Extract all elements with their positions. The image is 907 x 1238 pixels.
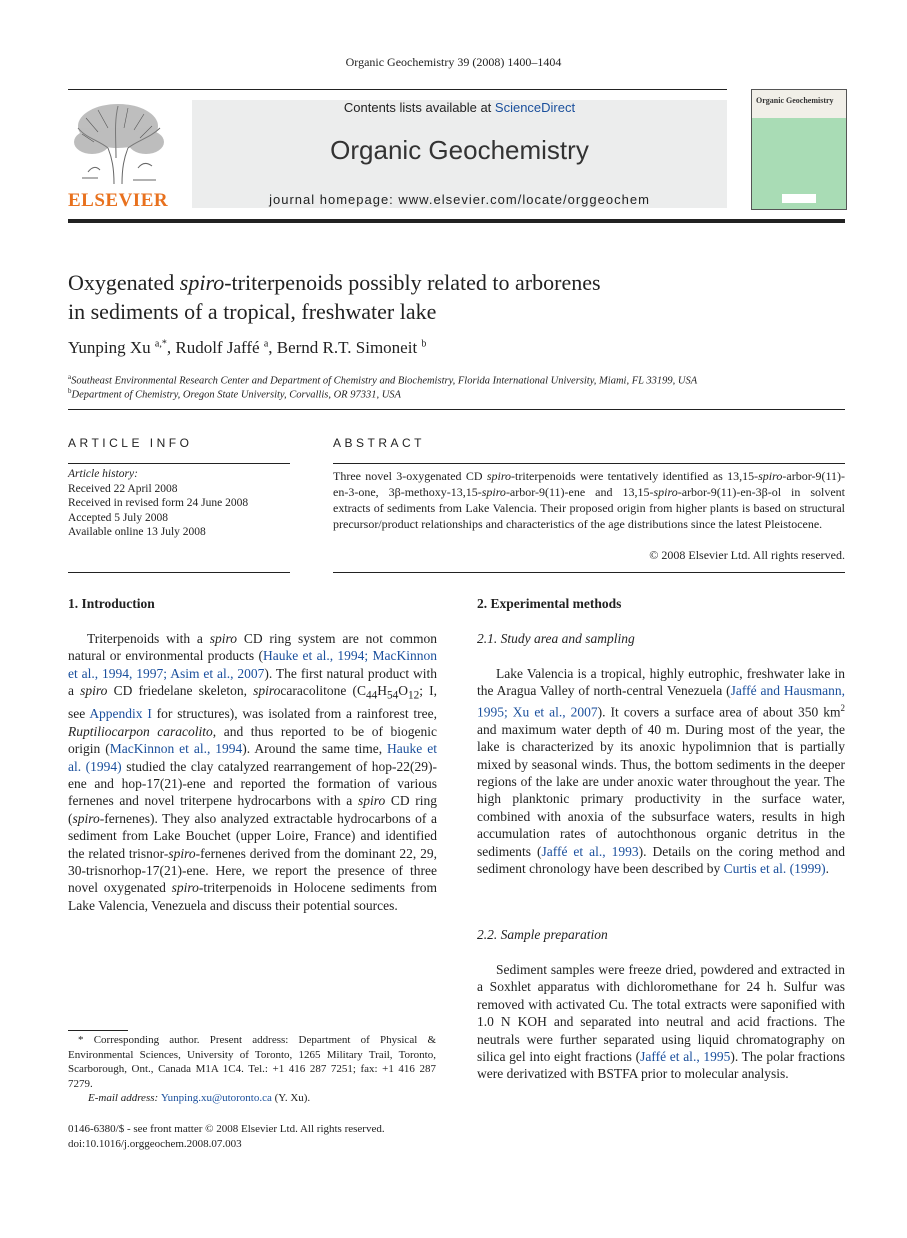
divider bbox=[333, 572, 845, 573]
author-affiliation-mark[interactable]: b bbox=[421, 338, 427, 350]
affiliation-text: Southeast Environmental Research Center and Department of Chemistry and Biochemistry, Florida International University, Miami, FL 33199, USA bbox=[71, 375, 698, 387]
article-info-heading: ARTICLE INFO bbox=[68, 436, 193, 450]
journal-cover-thumbnail bbox=[751, 89, 847, 210]
title-part2: -triterpenoids possibly related to arborenes bbox=[224, 270, 601, 295]
accepted-date: Accepted 5 July 2008 bbox=[68, 511, 168, 524]
issn-line: 0146-6380/$ - see front matter © 2008 Elsevier Ltd. All rights reserved. bbox=[68, 1123, 385, 1135]
corresponding-text: Corresponding author. Present address: Department of Physical & Environmental Sciences, University of Toronto, 1265 Military Trail, Toronto, Scarborough, Ont., Canada M1A 1C4. Tel.: +1 416 287 7251; fax: +1 416 287 7279. bbox=[68, 1034, 437, 1090]
header-top-rule bbox=[68, 89, 727, 90]
methods-heading: 2. Experimental methods bbox=[477, 596, 622, 611]
email-label: E-mail address: bbox=[88, 1092, 161, 1104]
journal-header-box bbox=[192, 100, 727, 208]
sample-prep-paragraph: Sediment samples were freeze dried, powdered and extracted in a Soxhlet apparatus with dichloromethane for 24 h. Sulfur was removed with activated Cu. The total extracts were saponified with 1.0 N KOH and separated into neutral and acid fractions. The neutrals were further separated using liquid chromatography on silica gel into eight fractions (Jaffé et al., 1995). The polar fractions were derivatized with BSTFA prior to molecular analysis. bbox=[477, 962, 845, 1082]
revised-date: Received in revised form 24 June 2008 bbox=[68, 497, 249, 509]
abstract-copyright: © 2008 Elsevier Ltd. All rights reserved. bbox=[649, 548, 845, 562]
footnote-rule bbox=[68, 1030, 128, 1031]
intro-paragraph: Triterpenoids with a spiro CD ring system are not common natural or environmental products (Hauke et al., 1994; MacKinnon et al., 1994, 1997; Asim et al., 2007). The first natural product with a spiro CD friedelane skeleton, spirocaracolitone ($C_{44}H_{54}O_{12}$; I, see Appendix I for structures), was isolated from a rainforest tree, Ruptiliocarpon caracolito, and thus reported to be of biogenic origin (MacKinnon et al., 1994). Around the same time, Hauke et al. (1994) studied the clay catalyzed rearrangement of hop-22(29)-ene and hop-17(21)-ene and reported the formation of various fernenes and novel triterpene hydrocarbons with a spiro CD ring (spiro-fernenes). They also analyzed extractable hydrocarbons of a sediment from Lake Bouchet (upper Loire, France) and identified the related trisnor-spiro-fernenes derived from the dominant 22, 29, 30-trisnorhop-17(21)-ene. Here, we report the presence of three novel oxygenated spiro-triterpenoids in Holocene sediments from Lake Valencia, Venezuela and discuss their potential sources. bbox=[68, 631, 438, 913]
doi-line[interactable]: doi:10.1016/j.orggeochem.2008.07.003 bbox=[68, 1137, 242, 1150]
corresponding-author-note: * Corresponding author. Present address: Department of Physical & Environmental Sciences, University of Toronto, 1265 Military Trail, Toronto, Scarborough, Ont., Canada M1A 1C4. Tel.: +1 416 287 7251; fax: +1 416 287 7279. bbox=[68, 1034, 437, 1090]
title-italic: spiro bbox=[179, 270, 225, 295]
cover-top-band bbox=[752, 90, 846, 118]
title-line2: in sediments of a tropical, freshwater lake bbox=[68, 299, 437, 324]
cover-publisher-logo bbox=[782, 194, 816, 203]
journal-title: Organic Geochemistry bbox=[330, 135, 589, 165]
citation-link[interactable]: Hauke et al., 1994; MacKinnon et al., 1994, 1997; Asim et al., 2007 bbox=[68, 648, 437, 681]
email-note bbox=[68, 1091, 436, 1106]
author-list: Yunping Xu $^{a,*}$, Rudolf Jaffé $^a$, Bernd R.T. Simoneit $^b$ bbox=[68, 338, 427, 357]
online-date: Available online 13 July 2008 bbox=[68, 526, 206, 538]
study-area-paragraph: Lake Valencia is a tropical, highly eutrophic, freshwater lake in the Aragua Valley of north-central Venezuela (Jaffé and Hausmann, 1995; Xu et al., 2007). It covers a surface area of about 350 $km^2$ and maximum water depth of 40 m. During most of the year, the lake is characterized by its anoxic hypolimnion that is partially mixed by seasonal winds. Thus, the bottom sediments in the deeper regions of the lake are under anoxic water throughout the year. The high planktonic primary productivity in the surface water, combined with anoxia of the subsurface waters, results in high accumulation rates of autochthonous organic detritus in the sediments (Jaffé et al., 1993). Details on the coring method and sediment chronology have been described by Curtis et al. (1999). bbox=[477, 666, 845, 876]
divider bbox=[68, 463, 290, 464]
subsection-heading: 2.2. Sample preparation bbox=[477, 927, 608, 942]
appendix-link[interactable]: Appendix I bbox=[89, 706, 152, 722]
footnotes bbox=[68, 1033, 436, 1106]
received-date: Received 22 April 2008 bbox=[68, 482, 178, 495]
citation-link[interactable]: MacKinnon et al., 1994 bbox=[109, 741, 243, 757]
affiliation-text: Department of Chemistry, Oregon State University, Corvallis, OR 97331, USA bbox=[71, 389, 401, 401]
subsection-heading: 2.1. Study area and sampling bbox=[477, 631, 635, 646]
affiliation-b bbox=[68, 387, 401, 401]
sciencedirect-link[interactable]: ScienceDirect bbox=[494, 100, 576, 115]
elsevier-wordmark: ELSEVIER bbox=[68, 190, 169, 211]
homepage-label: journal homepage: bbox=[269, 192, 399, 207]
abstract-heading: ABSTRACT bbox=[333, 436, 426, 450]
author-name: Rudolf Jaffé bbox=[175, 338, 260, 357]
citation-link[interactable]: Jaffé et al., 1995 bbox=[640, 1049, 731, 1065]
author-affiliation-mark[interactable]: a bbox=[263, 338, 269, 350]
affiliation-mark: b bbox=[68, 387, 72, 395]
title-part1: Oxygenated bbox=[68, 270, 180, 295]
author-affiliation-mark[interactable]: a,* bbox=[154, 338, 167, 350]
citation-link[interactable]: Jaffé and Hausmann, 1995; Xu et al., 2007 bbox=[477, 683, 845, 720]
journal-homepage bbox=[192, 192, 727, 207]
citation-link[interactable]: Jaffé et al., 1993 bbox=[541, 843, 639, 859]
email-link[interactable]: Yunping.xu@utoronto.ca bbox=[160, 1092, 272, 1104]
divider bbox=[333, 463, 845, 464]
author-name: Yunping Xu bbox=[68, 338, 151, 357]
divider bbox=[68, 572, 290, 573]
author-name: Bernd R.T. Simoneit bbox=[276, 338, 418, 357]
header-bottom-rule bbox=[68, 219, 845, 223]
history-label: Article history: bbox=[68, 468, 138, 480]
email-suffix: (Y. Xu). bbox=[271, 1092, 311, 1104]
contents-prefix: Contents lists available at bbox=[343, 100, 495, 115]
issn-doi bbox=[68, 1122, 385, 1151]
journal-reference: Organic Geochemistry 39 (2008) 1400–1404 bbox=[345, 55, 562, 69]
abstract-text: Three novel 3-oxygenated CD spiro-triterpenoids were tentatively identified as 13,15-spiro-arbor-9(11)-en-3-one, 3β-methoxy-13,15-spiro-arbor-9(11)-ene and 13,15-spiro-arbor-9(11)-en-3β-ol in solvent extracts of sediments from Lake Valencia. Their proposed origin from higher plants is based on structural precursor/product relationships and characteristics of the age distributions since the latest Pleistocene. bbox=[333, 469, 846, 531]
contents-line bbox=[192, 100, 727, 115]
article-title bbox=[68, 268, 828, 326]
article-history bbox=[68, 467, 248, 540]
homepage-url[interactable]: www.elsevier.com/locate/orggeochem bbox=[398, 192, 650, 207]
divider bbox=[68, 409, 845, 410]
affiliation-mark: a bbox=[68, 373, 72, 381]
citation-link[interactable]: Curtis et al. (1999) bbox=[723, 860, 826, 876]
citation-link[interactable]: Hauke et al. (1994) bbox=[68, 741, 437, 774]
affiliation-a bbox=[68, 373, 697, 387]
intro-heading: 1. Introduction bbox=[68, 596, 155, 611]
cover-title: Organic Geochemistry bbox=[756, 96, 834, 105]
